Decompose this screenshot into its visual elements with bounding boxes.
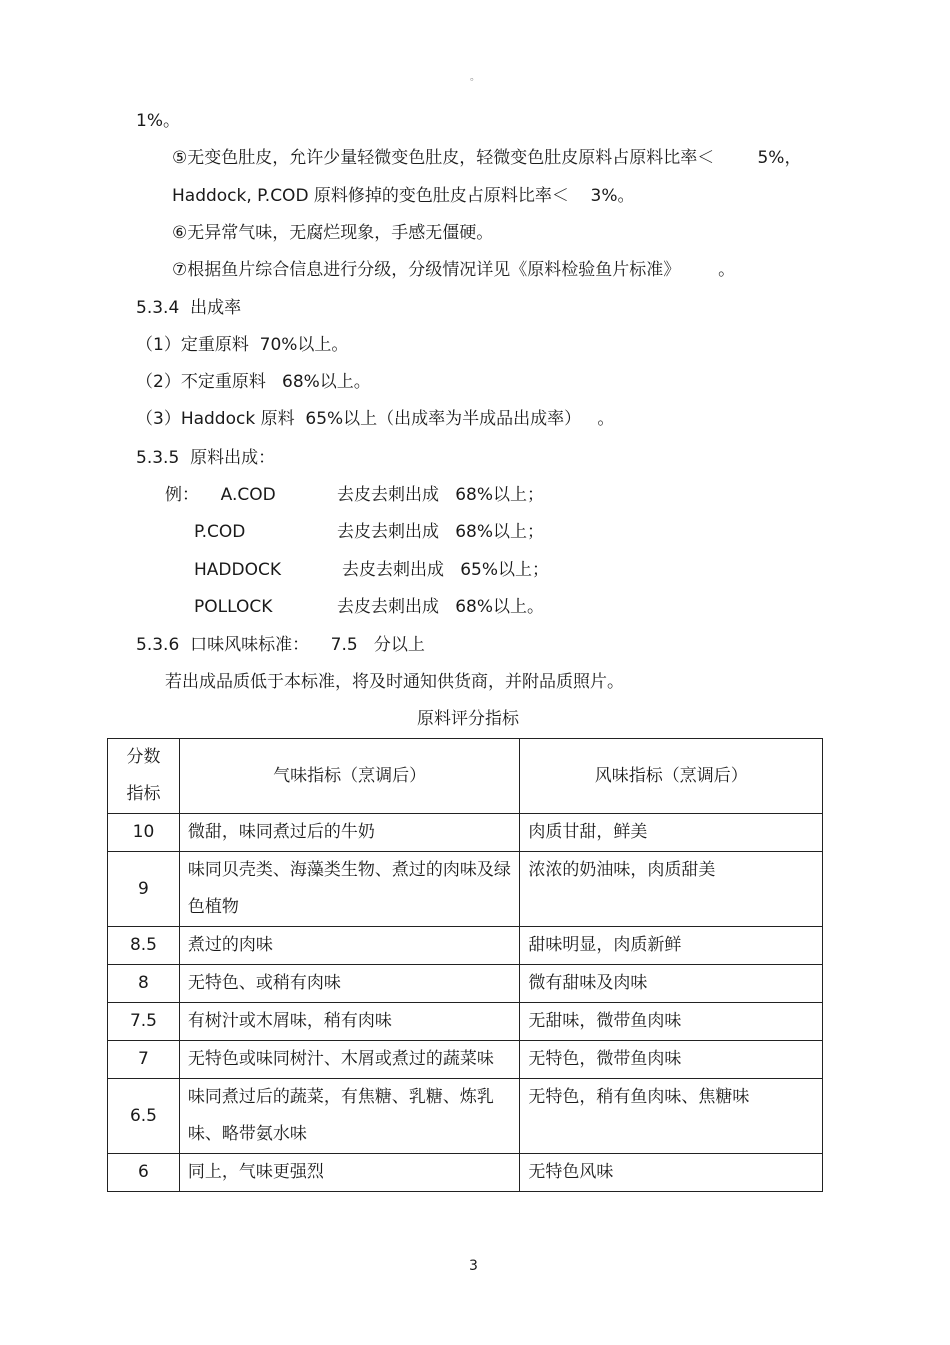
example-species: HADDOCK <box>194 560 281 580</box>
example-yield: 去皮去刺出成 65%以上； <box>342 560 549 580</box>
text-line: Haddock, P.COD 原料修掉的变色肚皮占原料比率＜ 3%。 <box>172 186 635 206</box>
header-cell-flavor: 风味指标（烹调后） <box>520 739 823 814</box>
example-species: 例： A.COD <box>165 485 276 505</box>
score-cell: 8 <box>108 965 180 1003</box>
score-cell: 7 <box>108 1041 180 1079</box>
flavor-cell: 甜味明显，肉质新鲜 <box>520 927 823 965</box>
header-label: 指标 <box>126 784 161 804</box>
text-line: ⑥无异常气味，无腐烂现象，手感无僵硬。 <box>172 223 494 243</box>
odor-cell: 味同贝壳类、海藻类生物、煮过的肉味及绿色植物 <box>179 852 520 927</box>
score-cell: 10 <box>108 814 180 852</box>
example-species: P.COD <box>194 522 246 542</box>
flavor-cell: 无特色，微带鱼肉味 <box>520 1041 823 1079</box>
header-cell-odor: 气味指标（烹调后） <box>179 739 520 814</box>
table-row <box>108 814 823 852</box>
text-line: 1%。 <box>136 111 180 131</box>
table-row <box>108 965 823 1003</box>
score-cell: 6 <box>108 1154 180 1192</box>
odor-cell: 无特色或味同树汁、木屑或煮过的蔬菜味 <box>179 1041 520 1079</box>
text-line: ⑤无变色肚皮，允许少量轻微变色肚皮，轻微变色肚皮原料占原料比率＜ 5%， <box>172 148 802 168</box>
section-heading: 5.3.5 原料出成： <box>136 448 276 468</box>
text-line: （1）定重原料 70%以上。 <box>136 335 349 355</box>
odor-cell: 味同煮过后的蔬菜，有焦糖、乳糖、炼乳味、略带氨水味 <box>179 1079 520 1154</box>
flavor-cell: 无特色，稍有鱼肉味、焦糖味 <box>520 1079 823 1154</box>
header-cell-score <box>108 739 180 814</box>
table-row <box>108 927 823 965</box>
flavor-cell: 肉质甘甜，鲜美 <box>520 814 823 852</box>
table-header-row <box>108 739 823 814</box>
example-species: POLLOCK <box>194 597 273 617</box>
example-yield: 去皮去刺出成 68%以上； <box>337 522 544 542</box>
text-line: （2）不定重原料 68%以上。 <box>136 372 371 392</box>
header-mark: 。 <box>470 72 480 83</box>
flavor-cell: 浓浓的奶油味，肉质甜美 <box>520 852 823 927</box>
section-heading: 5.3.4 出成率 <box>136 298 242 318</box>
text-line: 若出成品质低于本标准，将及时通知供货商，并附品质照片。 <box>165 672 624 692</box>
header-label: 分数 <box>126 747 161 767</box>
text-line: ⑦根据鱼片综合信息进行分级，分级情况详见《原料检验鱼片标准》 。 <box>172 260 736 280</box>
example-yield: 去皮去刺出成 68%以上。 <box>337 597 544 617</box>
flavor-cell: 无甜味，微带鱼肉味 <box>520 1003 823 1041</box>
odor-cell: 同上，气味更强烈 <box>179 1154 520 1192</box>
score-cell: 6.5 <box>108 1079 180 1154</box>
table-row <box>108 1079 823 1154</box>
page-number: 3 <box>469 1258 478 1274</box>
odor-cell: 有树汁或木屑味，稍有肉味 <box>179 1003 520 1041</box>
table-row <box>108 852 823 927</box>
odor-cell: 无特色、或稍有肉味 <box>179 965 520 1003</box>
score-cell: 9 <box>108 852 180 927</box>
table-row <box>108 1003 823 1041</box>
score-cell: 7.5 <box>108 1003 180 1041</box>
odor-cell: 煮过的肉味 <box>179 927 520 965</box>
example-yield: 去皮去刺出成 68%以上； <box>337 485 544 505</box>
table-row <box>108 1041 823 1079</box>
section-heading: 5.3.6 口味风味标准： 7.5 分以上 <box>136 635 425 655</box>
flavor-cell: 微有甜味及肉味 <box>520 965 823 1003</box>
flavor-cell: 无特色风味 <box>520 1154 823 1192</box>
table-row <box>108 1154 823 1192</box>
text-line: （3）Haddock 原料 65%以上（出成率为半成品出成率） 。 <box>136 409 615 429</box>
table-title: 原料评分指标 <box>417 709 519 729</box>
odor-cell: 微甜，味同煮过后的牛奶 <box>179 814 520 852</box>
score-cell: 8.5 <box>108 927 180 965</box>
scoring-table <box>107 738 823 1192</box>
